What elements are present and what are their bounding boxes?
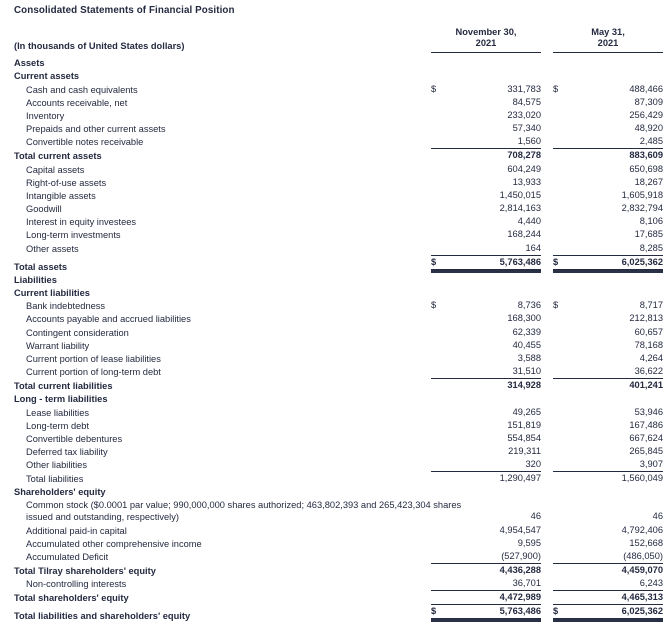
amount-cell-nov [431, 378, 541, 392]
amount-cell-nov [431, 419, 541, 432]
row-label-cell [14, 300, 431, 312]
table-row [14, 241, 663, 254]
amount-value: 9,595 [517, 537, 541, 548]
amount-value: 650,698 [629, 163, 663, 174]
amount-cell-may [553, 68, 663, 69]
amount-value: 46 [530, 511, 541, 522]
amount-cell-may [553, 312, 663, 325]
row-label: Accumulated Deficit [26, 552, 109, 562]
table-row [14, 604, 663, 622]
row-label-cell [14, 70, 431, 82]
row-label-cell [14, 203, 431, 215]
amount-value: 314,928 [507, 380, 541, 391]
amount-value: 3,588 [517, 352, 541, 363]
amount-cell-nov [431, 109, 541, 122]
row-label-cell [14, 353, 431, 365]
amount-cell-nov [431, 83, 541, 96]
amount-value: 13,933 [512, 176, 541, 187]
amount-value: 4,459,070 [621, 565, 663, 575]
table-row [14, 148, 663, 162]
amount-value: 167,486 [629, 419, 663, 430]
row-label-cell [14, 610, 431, 622]
amount-cell-nov [431, 163, 541, 176]
row-label-cell [14, 525, 431, 537]
amount-value: 3,907 [639, 459, 663, 470]
row-label: Accumulated other comprehensive income [26, 538, 202, 549]
row-label: Current portion of lease liabilities [26, 353, 161, 364]
amount-cell-nov [431, 458, 541, 471]
amount-value: 57,340 [512, 123, 541, 134]
row-label: Convertible notes receivable [26, 137, 144, 148]
amount-cell-may [553, 471, 663, 485]
amount-cell-nov [431, 202, 541, 215]
amount-value: 4,465,313 [621, 592, 663, 603]
row-label: Intangible assets [26, 190, 96, 201]
amount-value: 4,792,406 [621, 524, 663, 535]
amount-cell-may [553, 510, 663, 523]
amount-value: 320 [525, 459, 541, 470]
amount-value: 4,954,547 [499, 524, 541, 535]
table-row [14, 537, 663, 550]
amount-cell-may [553, 163, 663, 176]
amount-value: 8,736 [517, 300, 541, 311]
currency-symbol: $ [553, 300, 559, 311]
amount-cell-may [553, 563, 663, 577]
amount-cell-nov [431, 215, 541, 228]
row-label: Cash and cash equivalents [26, 84, 138, 95]
amount-value: 49,265 [512, 406, 541, 417]
table-row [14, 82, 663, 95]
amount-value: 708,278 [507, 150, 541, 161]
row-label: Total current liabilities [14, 381, 113, 392]
row-label-cell [14, 551, 431, 563]
amount-value: 87,309 [634, 96, 663, 107]
table-row [14, 109, 663, 122]
row-label: Total liabilities and shareholders' equity [14, 611, 191, 622]
amount-cell-nov [431, 122, 541, 135]
row-label: Warrant liability [26, 340, 90, 351]
row-label: Long-term debt [26, 420, 90, 431]
amount-value: 554,854 [507, 432, 541, 443]
amount-cell-nov [431, 312, 541, 325]
row-label-cell [14, 123, 431, 135]
row-label-cell [14, 578, 431, 590]
amount-value: 164 [525, 242, 541, 253]
amount-value: 488,466 [629, 83, 663, 94]
amount-cell-nov [431, 228, 541, 241]
amount-cell-nov [431, 590, 541, 604]
currency-symbol: $ [431, 606, 437, 617]
amount-cell-nov [431, 432, 541, 445]
page-title: Consolidated Statements of Financial Position [14, 5, 235, 16]
amount-cell-nov [431, 352, 541, 365]
column-header-may [553, 27, 663, 53]
amount-cell-may [553, 604, 663, 619]
amount-cell-may [553, 577, 663, 590]
row-label: Capital assets [26, 164, 85, 175]
table-row [14, 365, 663, 378]
row-label-cell [14, 407, 431, 419]
row-label-cell [14, 274, 431, 286]
amount-cell-nov [431, 577, 541, 590]
amount-cell-may [553, 550, 663, 563]
amount-cell-nov [431, 135, 541, 148]
table-row [14, 432, 663, 445]
amount-value: 4,472,989 [499, 592, 541, 603]
currency-symbol: $ [553, 83, 559, 94]
amount-cell-may [553, 524, 663, 537]
amount-cell-nov [431, 537, 541, 550]
amount-cell-nov [431, 189, 541, 202]
statement-rows [14, 56, 663, 622]
column-header-nov [431, 27, 541, 53]
amount-cell-nov [431, 445, 541, 458]
amount-value: 401,241 [629, 380, 663, 391]
amount-value: 18,267 [634, 176, 663, 187]
row-label: Other liabilities [26, 460, 87, 471]
amount-value: 8,106 [639, 216, 663, 227]
row-label: Total shareholders' equity [14, 593, 129, 604]
column-header-line2: 2021 [475, 38, 497, 48]
table-row [14, 56, 663, 69]
amount-cell-nov [431, 326, 541, 339]
amount-cell-may [553, 135, 663, 148]
amount-cell-nov [431, 176, 541, 189]
amount-value: 1,560,049 [621, 473, 663, 484]
row-label-cell [14, 229, 431, 241]
row-label-cell [14, 499, 462, 523]
row-label-cell [14, 366, 431, 378]
amount-value: 212,813 [629, 313, 663, 324]
currency-symbol: $ [431, 256, 437, 267]
amount-cell-may [553, 326, 663, 339]
units-label: (In thousands of United States dollars) [14, 41, 185, 51]
amount-value: 6,025,362 [621, 606, 663, 617]
amount-cell-nov [431, 148, 541, 162]
amount-cell-nov [431, 524, 541, 537]
amount-value: 1,450,015 [499, 189, 541, 200]
table-row [14, 215, 663, 228]
row-label-cell [14, 261, 431, 273]
row-label: Contingent consideration [26, 327, 129, 338]
amount-value: 168,300 [507, 313, 541, 324]
amount-value: (486,050) [623, 551, 663, 561]
table-row [14, 286, 663, 299]
amount-cell-may [553, 176, 663, 189]
table-row [14, 563, 663, 577]
row-label-cell [14, 340, 431, 352]
table-row [14, 339, 663, 352]
row-label-cell [14, 538, 431, 550]
amount-cell-may [553, 378, 663, 392]
amount-cell-may [553, 497, 663, 498]
row-label-cell [14, 459, 431, 471]
table-row [14, 590, 663, 604]
table-row [14, 135, 663, 148]
row-label-cell [14, 486, 431, 498]
amount-value: 4,264 [639, 352, 663, 363]
amount-cell-nov [431, 563, 541, 577]
amount-value: 2,814,163 [499, 203, 541, 214]
amount-value: 2,485 [639, 136, 663, 147]
row-label-cell [14, 136, 431, 148]
column-header-line1: November 30, [455, 27, 517, 37]
amount-value: 152,668 [629, 537, 663, 548]
row-label: Prepaids and other current assets [26, 124, 166, 135]
table-row [14, 273, 663, 286]
amount-cell-may [553, 537, 663, 550]
row-label-cell [14, 97, 431, 109]
row-label-cell [14, 473, 431, 485]
amount-value: 84,575 [512, 96, 541, 107]
amount-value: 219,311 [508, 446, 541, 457]
amount-value: 604,249 [507, 163, 541, 174]
amount-cell-may [553, 406, 663, 419]
amount-cell-nov [431, 406, 541, 419]
amount-cell-nov [431, 242, 541, 255]
amount-cell-may [553, 365, 663, 378]
row-label: Accounts receivable, net [26, 97, 128, 108]
amount-value: 233,020 [507, 109, 541, 120]
amount-cell-may [553, 285, 663, 286]
row-label: Assets [14, 58, 45, 69]
table-row [14, 378, 663, 392]
amount-value: 5,763,486 [499, 606, 541, 617]
row-label: Right-of-use assets [26, 177, 107, 188]
row-label-cell [14, 150, 431, 162]
amount-cell-may [553, 590, 663, 604]
amount-cell-may [553, 445, 663, 458]
amount-value: 256,429 [629, 109, 663, 120]
amount-value: 5,763,486 [499, 256, 541, 267]
table-row [14, 352, 663, 365]
row-label: Current portion of long-term debt [26, 367, 161, 378]
amount-cell-nov [431, 497, 541, 498]
amount-value: 36,622 [634, 366, 663, 377]
amount-value: 8,717 [639, 300, 663, 311]
currency-symbol: $ [431, 83, 437, 94]
amount-value: 6,243 [639, 578, 663, 589]
amount-value: 4,440 [517, 216, 541, 227]
currency-symbol: $ [553, 606, 559, 617]
table-row [14, 69, 663, 82]
amount-value: 4,436,288 [499, 565, 541, 575]
table-row [14, 299, 663, 312]
row-label: Inventory [26, 110, 65, 121]
row-label: Long - term liabilities [14, 394, 108, 405]
row-label: Liabilities [14, 274, 57, 285]
amount-value: 8,285 [639, 242, 663, 253]
amount-cell-may [553, 419, 663, 432]
row-label-cell [14, 287, 431, 299]
currency-symbol: $ [553, 256, 559, 267]
amount-cell-nov [431, 365, 541, 378]
amount-cell-may [553, 299, 663, 312]
row-label-cell [14, 592, 431, 604]
table-row [14, 458, 663, 471]
amount-cell-nov [431, 471, 541, 485]
table-row [14, 202, 663, 215]
row-label-cell [14, 313, 431, 325]
amount-cell-may [553, 215, 663, 228]
table-row [14, 419, 663, 432]
amount-cell-may [553, 189, 663, 202]
currency-symbol: $ [431, 300, 437, 311]
amount-cell-nov [431, 510, 541, 523]
amount-value: 60,657 [634, 326, 663, 337]
table-row [14, 176, 663, 189]
table-row [14, 523, 663, 536]
row-label-cell [14, 565, 431, 577]
amount-cell-nov [431, 96, 541, 109]
amount-cell-may [553, 255, 663, 270]
row-label: Bank indebtedness [26, 301, 106, 312]
table-row [14, 228, 663, 241]
row-label-cell [14, 393, 431, 405]
table-row [14, 255, 663, 273]
table-row [14, 445, 663, 458]
row-label: Total current assets [14, 151, 102, 162]
amount-value: 151,819 [507, 419, 541, 430]
column-header-line2: 2021 [597, 38, 619, 48]
row-label-cell [14, 243, 431, 255]
amount-cell-nov [431, 255, 541, 270]
amount-cell-may [553, 432, 663, 445]
amount-value: 1,290,497 [499, 473, 541, 484]
row-label: Total liabilities [26, 474, 84, 485]
row-label: Other assets [26, 243, 79, 254]
amount-cell-nov [431, 604, 541, 619]
table-row [14, 96, 663, 109]
row-label: Goodwill [26, 204, 62, 215]
amount-value: 331,783 [507, 83, 541, 94]
row-label-cell [14, 433, 431, 445]
amount-cell-nov [431, 550, 541, 563]
row-label: Convertible debentures [26, 433, 123, 444]
table-row [14, 577, 663, 590]
row-label-cell [14, 84, 431, 96]
amount-value: 62,339 [512, 326, 541, 337]
amount-cell-may [553, 242, 663, 255]
row-label: Accounts payable and accrued liabilities [26, 314, 191, 325]
table-row [14, 325, 663, 338]
row-label: Shareholders' equity [14, 487, 106, 498]
amount-cell-may [553, 202, 663, 215]
amount-value: 40,455 [512, 339, 541, 350]
amount-value: 6,025,362 [621, 256, 663, 267]
amount-value: 48,920 [634, 123, 663, 134]
amount-cell-nov [431, 68, 541, 69]
row-label: Non-controlling interests [26, 579, 127, 590]
row-label-cell [14, 327, 431, 339]
amount-cell-nov [431, 285, 541, 286]
table-row [14, 471, 663, 485]
column-header-line1: May 31, [591, 27, 625, 37]
amount-value: 36,701 [512, 578, 541, 589]
amount-value: 1,560 [517, 136, 541, 147]
row-label: Total assets [14, 261, 68, 272]
amount-value: 17,685 [634, 229, 663, 240]
amount-cell-may [553, 109, 663, 122]
table-header [14, 27, 663, 53]
amount-value: 31,510 [512, 366, 541, 377]
row-label-cell [14, 164, 431, 176]
amount-value: 883,609 [629, 150, 663, 161]
row-label-cell [14, 177, 431, 189]
row-label: Long-term investments [26, 230, 121, 241]
table-row [14, 162, 663, 175]
table-row [14, 498, 663, 523]
row-label-cell [14, 380, 431, 392]
table-row [14, 312, 663, 325]
row-label: Total Tilray shareholders' equity [14, 566, 156, 576]
amount-value: 667,624 [629, 432, 663, 443]
amount-value: 78,168 [634, 339, 663, 350]
table-row [14, 485, 663, 498]
row-label-cell [14, 110, 431, 122]
row-label: Deferred tax liability [26, 447, 108, 458]
amount-cell-nov [431, 299, 541, 312]
amount-cell-may [553, 96, 663, 109]
amount-value: 168,244 [507, 229, 541, 240]
table-row [14, 189, 663, 202]
amount-cell-nov [431, 339, 541, 352]
amount-cell-may [553, 148, 663, 162]
amount-cell-may [553, 83, 663, 96]
amount-value: 46 [652, 511, 663, 522]
row-label-cell [14, 57, 431, 69]
amount-cell-may [553, 228, 663, 241]
amount-value: (527,900) [501, 551, 541, 561]
amount-value: 2,832,794 [621, 203, 663, 214]
amount-cell-may [553, 458, 663, 471]
table-row [14, 122, 663, 135]
row-label-cell [14, 190, 431, 202]
row-label: Current liabilities [14, 288, 90, 298]
row-label: Common stock ($0.0001 par value; 990,000,000 shares authorized; 463,802,393 and 265,423,304 shares issued and outstanding, respectively) [26, 500, 462, 523]
row-label: Current assets [14, 71, 80, 82]
amount-value: 265,845 [629, 446, 663, 457]
amount-cell-may [553, 122, 663, 135]
row-label: Additional paid-in capital [26, 525, 127, 536]
row-label-cell [14, 420, 431, 432]
amount-value: 1,605,918 [621, 189, 663, 200]
row-label-cell [14, 446, 431, 458]
table-row [14, 392, 663, 405]
amount-cell-may [553, 339, 663, 352]
row-label-cell [14, 216, 431, 228]
table-row [14, 405, 663, 418]
amount-cell-may [553, 352, 663, 365]
row-label: Lease liabilities [26, 407, 90, 418]
row-label: Interest in equity investees [26, 217, 137, 228]
table-row [14, 550, 663, 563]
amount-value: 53,946 [634, 406, 663, 417]
